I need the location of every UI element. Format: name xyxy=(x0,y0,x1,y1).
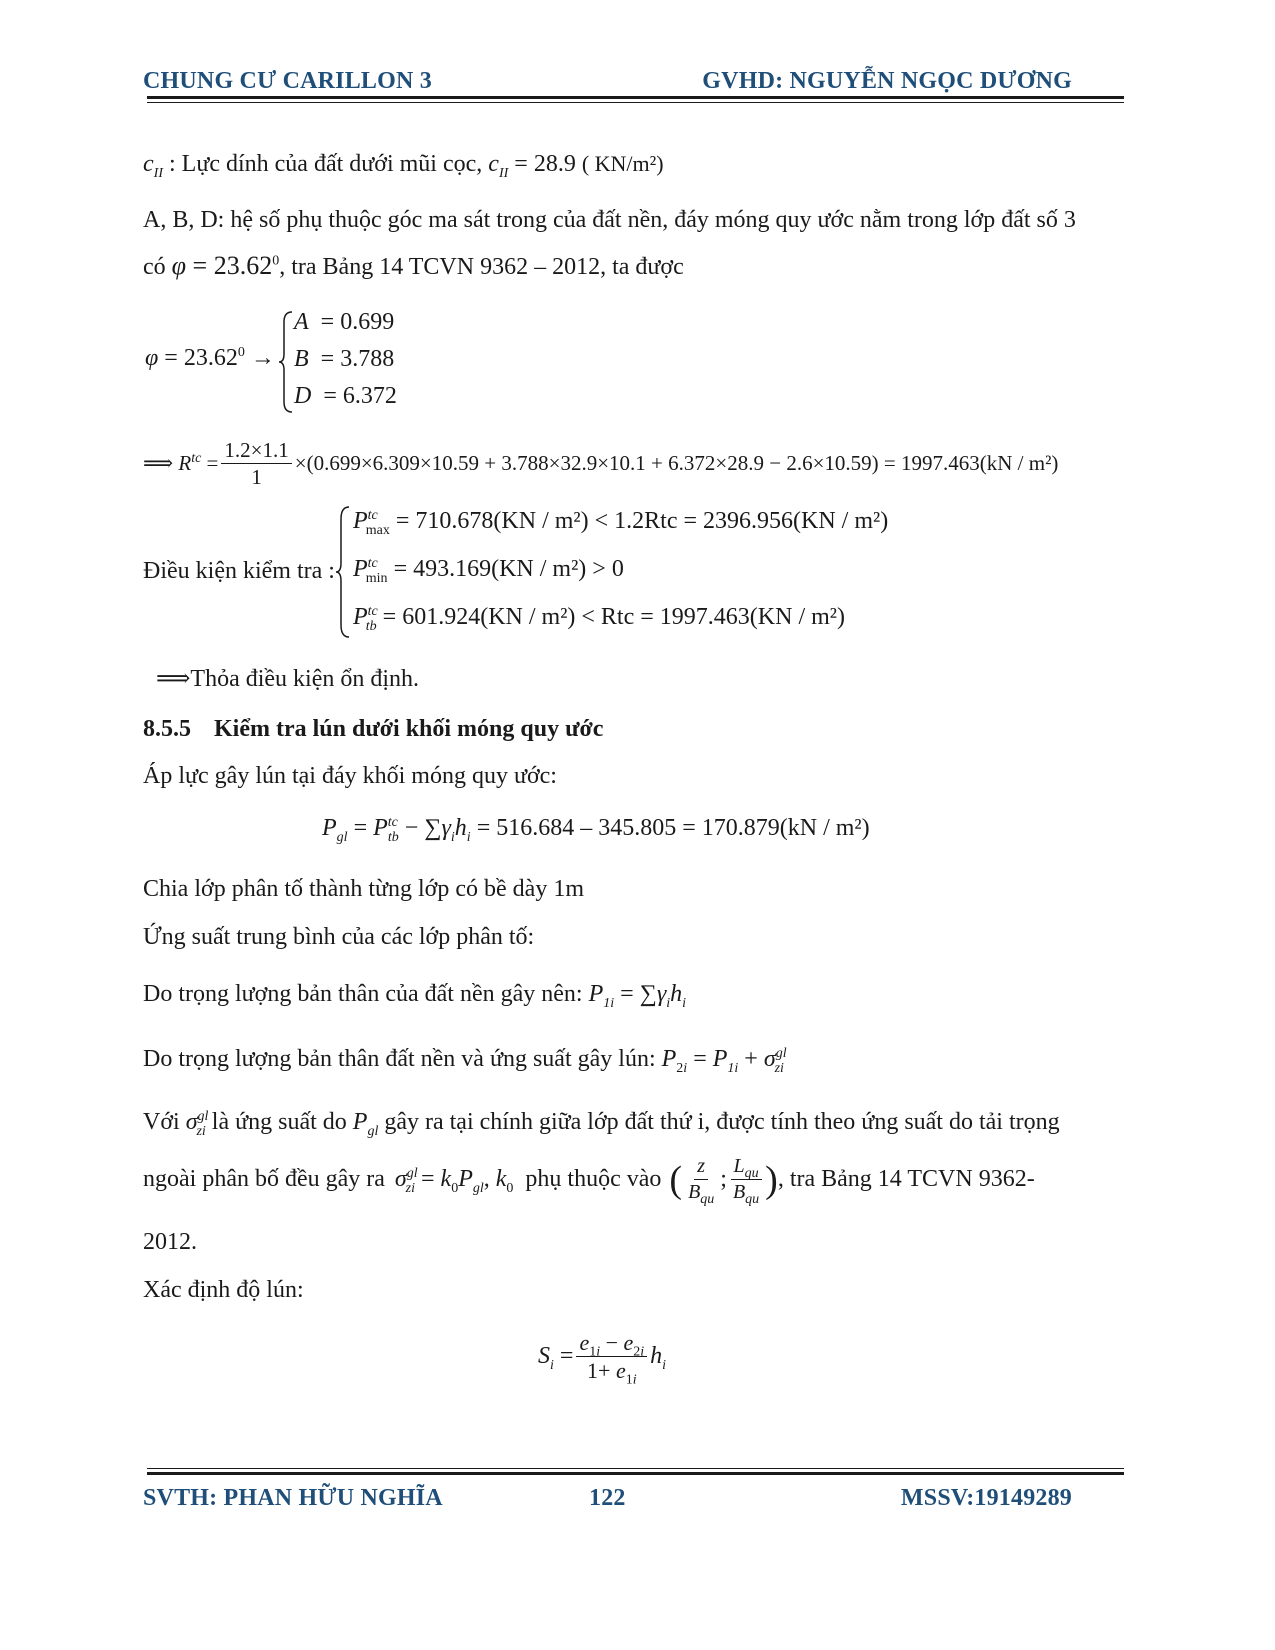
phi-arrow: $\varphi = 23.62^0$ → xyxy=(145,345,275,371)
self-weight-stress-line: Do trọng lượng bản thân đất nền và ứng suất gây lún: $P_{2i} = P_{1i} + \sigma^{gl}_{zi}$ xyxy=(143,1046,787,1076)
footer-rule-thin xyxy=(147,1468,1124,1469)
divide-layers: Chia lớp phân tố thành từng lớp có bề dày 1m xyxy=(143,876,584,902)
header-title: CHUNG CƯ CARILLON 3 xyxy=(143,68,432,94)
check-pmin: $P^{tc}_{min} = 493.169(KN / m^2) > 0$ xyxy=(353,556,624,586)
with-line: Với $\sigma^{gl}_{zi}$ là ứng suất do $P_{gl}$ gây ra tại chính giữa lớp đất thứ i, được tính theo ứng suất do tải trọng xyxy=(143,1109,1060,1139)
header-rule-thick xyxy=(147,96,1124,99)
outside-line: ngoài phân bố đều gây ra $\sigma^{gl}_{zi} = k_0P_{gl}$, $k_0$ phụ thuộc vào ( $\frac{z}{B_{qu}}$ ; $\frac{L_{qu}}{B_{qu}}$ ) , tra Bảng 14 TCVN 9362- xyxy=(143,1155,1035,1207)
footer-rule-thick xyxy=(147,1472,1124,1475)
brace-checks xyxy=(335,505,351,640)
cII-value: 28.9 xyxy=(533,151,576,177)
brace-coefs xyxy=(278,310,294,414)
rtc-equation: ⟹ $R^{tc}$ = $\frac{1.2\times 1.1}{1}$ ×(0.699×6.309×10.59 + 3.788×32.9×10.1 + 6.372×28.9 − 2.6×10.59) = 1997.463(kN / m²) xyxy=(143,438,1059,490)
pressure-intro: Áp lực gây lún tại đáy khối móng quy ước: xyxy=(143,763,557,789)
page-number: 122 xyxy=(589,1485,626,1511)
self-weight-line: Do trọng lượng bản thân của đất nền gây nên: $P_{1i} = \sum\gamma_ih_i$ xyxy=(143,981,687,1011)
check-pmax: $P^{tc}_{max} = 710.678(KN / m^2) < 1.2Rtc = 2396.956(KN / m^2)$ xyxy=(353,508,889,538)
coef-D: D = 6.372 xyxy=(294,383,397,409)
avg-stress: Ứng suất trung bình của các lớp phân tố: xyxy=(143,924,535,950)
cII-unit: ( KN/m²) xyxy=(581,151,664,176)
coef-A: A = 0.699 xyxy=(294,309,395,335)
header-rule-thin xyxy=(147,102,1124,103)
pgl-equation: $P_{gl} = P^{tc}_{tb} - \sum\gamma_ih_i = 516.684 - 345.805 = 170.879(kN / m^2)$ xyxy=(322,815,870,845)
check-ptb: $P^{tc}_{tb} = 601.924(KN / m^2)$ < Rtc = 1997.463(KN / m²) xyxy=(353,604,845,634)
settlement-formula: $S_i$ = $\frac{e_{1i} - e_{2i}}{1+ e_{1i}}$ $h_i$ xyxy=(538,1330,667,1388)
footer-student: SVTH: PHAN HỮU NGHĨA xyxy=(143,1485,443,1511)
abd-line2: có $\varphi = 23.62^0$, tra Bảng 14 TCVN 9362 – 2012, ta được xyxy=(143,251,684,280)
coef-B: B = 3.788 xyxy=(294,346,395,372)
abd-line1: A, B, D: hệ số phụ thuộc góc ma sát trong của đất nền, đáy móng quy ước nằm trong lớp đất số 3 xyxy=(143,207,1076,233)
cII-text: : Lực dính của đất dưới mũi cọc, xyxy=(168,151,483,177)
stable-conclusion: ⟹Thỏa điều kiện ổn định. xyxy=(156,666,420,692)
check-label: Điều kiện kiểm tra : xyxy=(143,558,335,584)
section-number: 8.5.5 xyxy=(143,716,191,742)
footer-student-id: MSSV:19149289 xyxy=(900,1485,1072,1511)
header-advisor: GVHD: NGUYỄN NGỌC DƯƠNG xyxy=(702,68,1072,94)
year-line: 2012. xyxy=(143,1229,197,1255)
section-title: Kiểm tra lún dưới khối móng quy ước xyxy=(214,716,604,742)
cII-line: $c_{II}$ : Lực dính của đất dưới mũi cọc, $c_{II} = 28.9$ ( KN/m²) xyxy=(143,151,664,181)
settle-label: Xác định độ lún: xyxy=(143,1277,304,1303)
